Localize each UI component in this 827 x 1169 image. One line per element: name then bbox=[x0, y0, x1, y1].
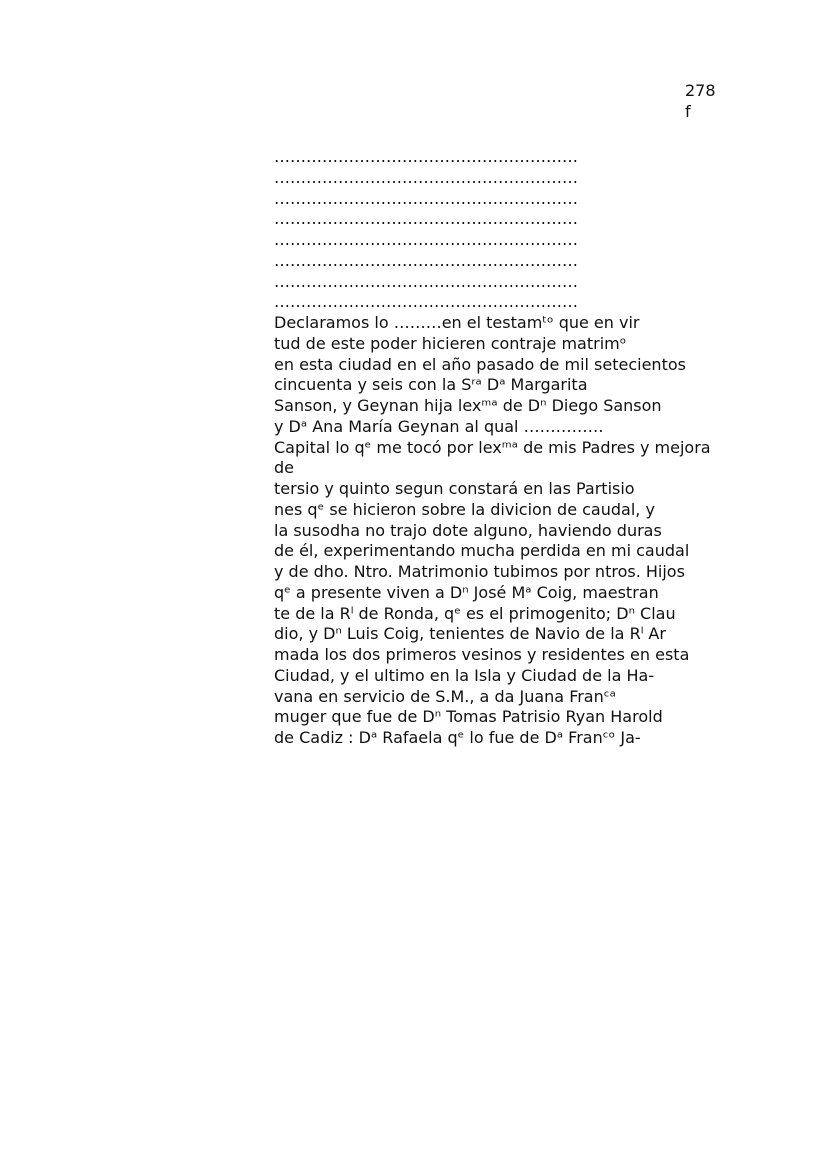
text-line: tersio y quinto segun constará en las Partisio bbox=[274, 479, 635, 498]
text-line: y de dho. Ntro. Matrimonio tubimos por ntros. Hijos bbox=[274, 562, 685, 581]
text-line: en esta ciudad en el año pasado de mil setecientos bbox=[274, 354, 686, 374]
text-line: vana en servicio de S.M., a da Juana Franᶜᵃ bbox=[274, 686, 616, 706]
text-line: de él, experimentando mucha perdida en mi caudal bbox=[274, 541, 690, 561]
text-line: ………………………………………………… bbox=[274, 271, 578, 291]
text-line: ………………………………………………… bbox=[274, 250, 578, 270]
folio-number: 278 bbox=[685, 81, 716, 100]
text-line: ………………………………………………… bbox=[274, 147, 578, 166]
text-line: ………………………………………………… bbox=[274, 230, 578, 249]
text-line: Declaramos lo ………en el testamᵗᵒ que en vir bbox=[274, 313, 640, 332]
text-line: tud de este poder hicieren contraje matrimᵒ bbox=[274, 333, 627, 353]
text-line: ………………………………………………… bbox=[274, 167, 578, 187]
text-line: de Cadiz : Dᵃ Rafaela qᵉ lo fue de Dᵃ Franᶜᵒ Ja- bbox=[274, 728, 641, 747]
text-line: nes qᵉ se hicieron sobre la divicion de caudal, y bbox=[274, 499, 655, 519]
text-line: y Dᵃ Ana María Geynan al qual …………… bbox=[274, 416, 604, 436]
text-line: de bbox=[274, 458, 294, 478]
page-number bbox=[685, 80, 716, 122]
text-line: te de la Rˡ de Ronda, qᵉ es el primogenito; Dⁿ Clau bbox=[274, 603, 676, 623]
folio-side: f bbox=[685, 102, 691, 121]
text-line: Sanson, y Geynan hija lexᵐᵃ de Dⁿ Diego Sanson bbox=[274, 396, 662, 415]
text-line: ………………………………………………… bbox=[274, 188, 578, 208]
text-line: cincuenta y seis con la Sʳᵃ Dᵃ Margarita bbox=[274, 375, 588, 395]
text-line: muger que fue de Dⁿ Tomas Patrisio Ryan Harold bbox=[274, 707, 663, 727]
text-line: la susodha no trajo dote alguno, haviendo duras bbox=[274, 520, 662, 540]
text-line: Capital lo qᵉ me tocó por lexᵐᵃ de mis Padres y mejora bbox=[274, 437, 711, 457]
transcription-body bbox=[274, 147, 794, 749]
text-line: qᵉ a presente viven a Dⁿ José Mᵃ Coig, maestran bbox=[274, 582, 659, 602]
text-line: mada los dos primeros vesinos y residentes en esta bbox=[274, 645, 690, 664]
text-line: ………………………………………………… bbox=[274, 292, 578, 312]
text-line: dio, y Dⁿ Luis Coig, tenientes de Navio de la Rˡ Ar bbox=[274, 624, 666, 644]
text-line: ………………………………………………… bbox=[274, 209, 578, 229]
text-line: Ciudad, y el ultimo en la Isla y Ciudad de la Ha- bbox=[274, 665, 655, 685]
